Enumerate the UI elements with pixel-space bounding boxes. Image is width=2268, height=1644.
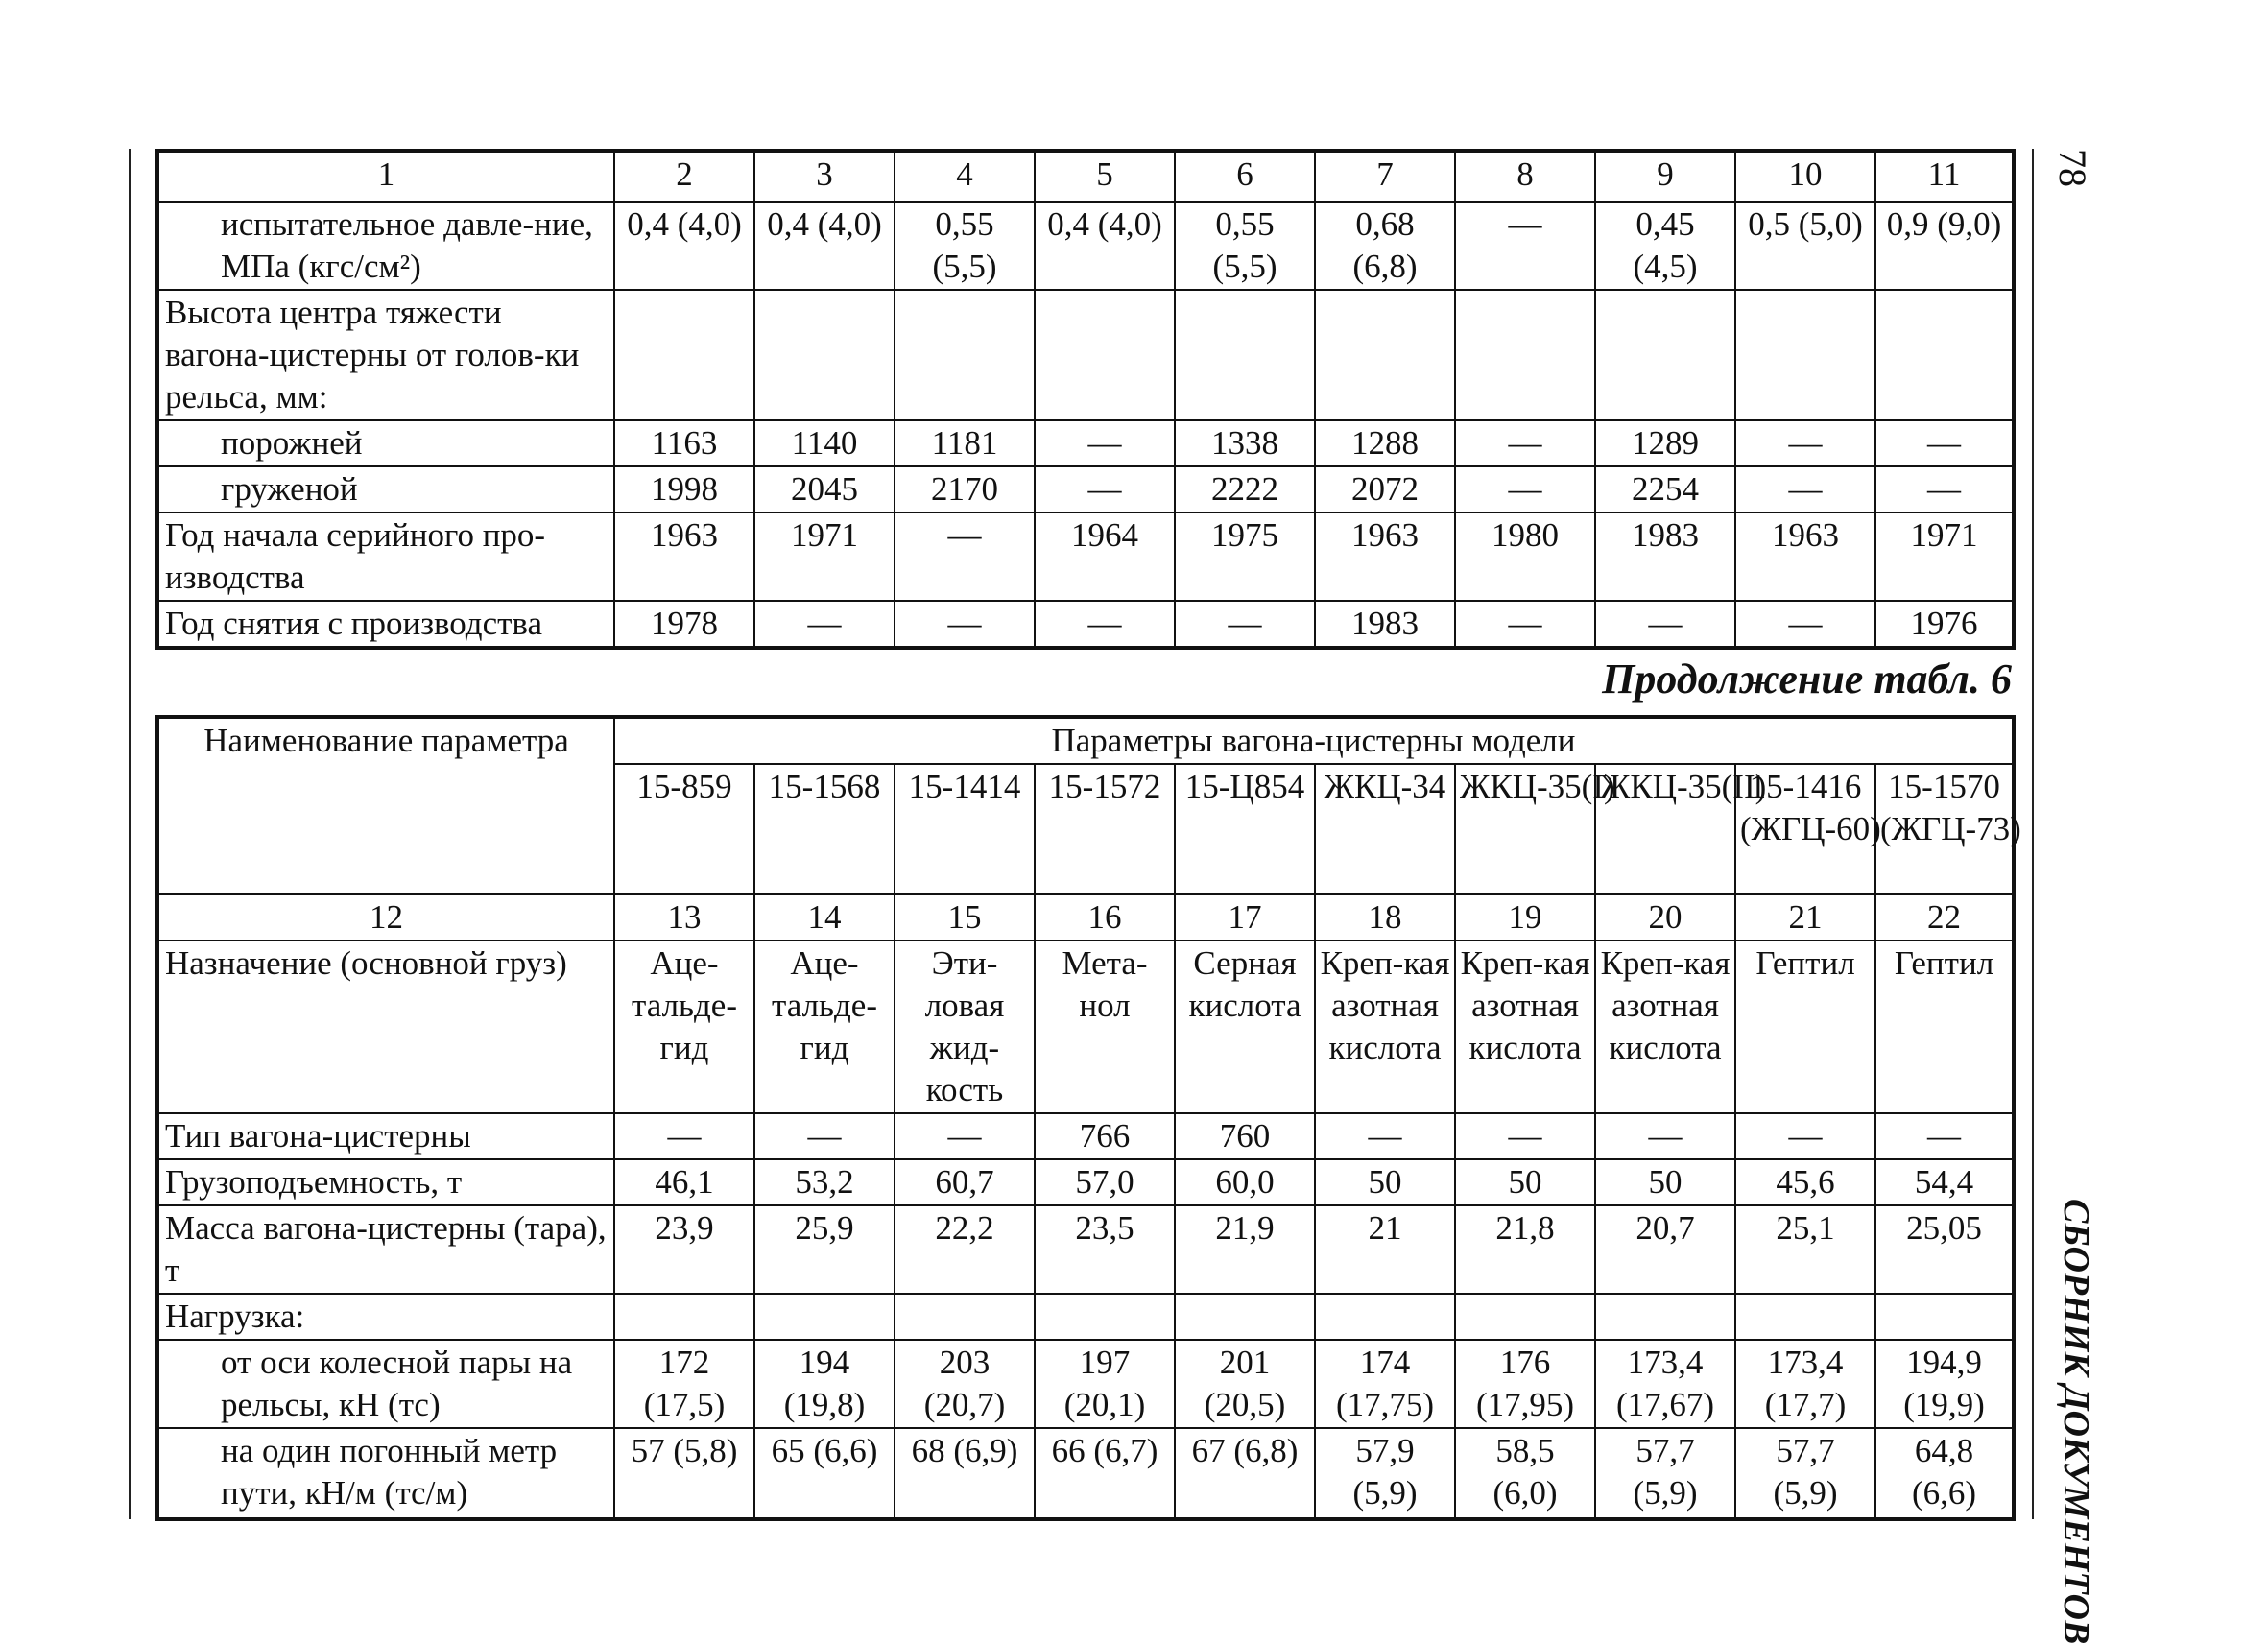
table-cell: 50 — [1315, 1159, 1455, 1205]
table-cell: — — [1875, 420, 2014, 466]
table-cell: 25,1 — [1735, 1205, 1875, 1294]
table-cell: 60,7 — [895, 1159, 1035, 1205]
column-number: 14 — [754, 894, 895, 941]
table-cell: 57,0 — [1035, 1159, 1175, 1205]
table-cell: 1975 — [1175, 512, 1315, 601]
table-cell: 1163 — [614, 420, 754, 466]
column-number: 4 — [895, 151, 1035, 202]
table-row — [157, 1113, 2014, 1159]
table-cell: 0,5 (5,0) — [1735, 202, 1875, 290]
group-header-row — [157, 717, 2014, 764]
table-cell: 0,68 (6,8) — [1315, 202, 1455, 290]
table-cell — [1035, 290, 1175, 420]
table-cell: 172 (17,5) — [614, 1340, 754, 1428]
table-cell: 1140 — [754, 420, 895, 466]
table-cell: 53,2 — [754, 1159, 895, 1205]
table-cell: — — [1035, 601, 1175, 648]
table-cell: 23,9 — [614, 1205, 754, 1294]
table-cell: 1983 — [1315, 601, 1455, 648]
table-cell — [1315, 1294, 1455, 1340]
column-number: 22 — [1875, 894, 2014, 941]
table-cell: 21,9 — [1175, 1205, 1315, 1294]
table-cell: 57,9 (5,9) — [1315, 1428, 1455, 1519]
row-label: Высота центра тяжести вагона-цистерны от голов-ки рельса, мм: — [157, 290, 614, 420]
table-cell: 760 — [1175, 1113, 1315, 1159]
model-header: ЖКЦ-35(I) — [1455, 764, 1595, 894]
table-cell: — — [1455, 466, 1595, 512]
table-cell: 25,9 — [754, 1205, 895, 1294]
table-cell: 0,4 (4,0) — [754, 202, 895, 290]
table-cell: 173,4 (17,7) — [1735, 1340, 1875, 1428]
table-cell: 67 (6,8) — [1175, 1428, 1315, 1519]
table-row — [157, 1428, 2014, 1519]
column-number: 12 — [157, 894, 614, 941]
table-cell: — — [754, 601, 895, 648]
table-cell: 2254 — [1595, 466, 1735, 512]
table-cell: 50 — [1455, 1159, 1595, 1205]
table-cell: — — [1735, 1113, 1875, 1159]
table-cell: Аце-тальде-гид — [754, 941, 895, 1113]
table-cell: 57,7 (5,9) — [1735, 1428, 1875, 1519]
table-row — [157, 512, 2014, 601]
table-cell: 1971 — [754, 512, 895, 601]
model-group-header: Параметры вагона-цистерны модели — [614, 717, 2014, 764]
table-cell: Креп-кая азотная кислота — [1455, 941, 1595, 1113]
column-number: 18 — [1315, 894, 1455, 941]
page-side-margin — [2032, 149, 2099, 1644]
table-cell: — — [1175, 601, 1315, 648]
table-cell: 1338 — [1175, 420, 1315, 466]
table-cell — [754, 290, 895, 420]
row-label: груженой — [157, 466, 614, 512]
table-cell: Мета-нол — [1035, 941, 1175, 1113]
table-cell — [895, 1294, 1035, 1340]
table-cell: — — [1875, 1113, 2014, 1159]
table-row — [157, 1205, 2014, 1294]
table-cell: 173,4 (17,67) — [1595, 1340, 1735, 1428]
table-cell: 54,4 — [1875, 1159, 2014, 1205]
table-cell — [1455, 1294, 1595, 1340]
table-cell: — — [895, 601, 1035, 648]
table-cell: 1181 — [895, 420, 1035, 466]
table-cell: 201 (20,5) — [1175, 1340, 1315, 1428]
table-cell: 45,6 — [1735, 1159, 1875, 1205]
table-cell: 50 — [1595, 1159, 1735, 1205]
table-cell: 2045 — [754, 466, 895, 512]
page-number: 78 — [2051, 149, 2094, 187]
table-cell: 23,5 — [1035, 1205, 1175, 1294]
table-cell: — — [1035, 466, 1175, 512]
table-row — [157, 1159, 2014, 1205]
table-cell: 176 (17,95) — [1455, 1340, 1595, 1428]
table-cell — [1875, 1294, 2014, 1340]
table-cell: 1971 — [1875, 512, 2014, 601]
table-row — [157, 941, 2014, 1113]
table-cell: Креп-кая азотная кислота — [1595, 941, 1735, 1113]
table-cell: 1978 — [614, 601, 754, 648]
table-cell: Гептил — [1735, 941, 1875, 1113]
table-cell: 1963 — [1735, 512, 1875, 601]
column-number: 15 — [895, 894, 1035, 941]
table-cell: 65 (6,6) — [754, 1428, 895, 1519]
table-cell: — — [754, 1113, 895, 1159]
column-number: 6 — [1175, 151, 1315, 202]
row-label: Год начала серийного про-изводства — [157, 512, 614, 601]
row-label: от оси колесной пары на рельсы, кН (тс) — [157, 1340, 614, 1428]
table-cell: Гептил — [1875, 941, 2014, 1113]
table-row — [157, 202, 2014, 290]
table-cell — [754, 1294, 895, 1340]
table-cell: Эти-ловая жид-кость — [895, 941, 1035, 1113]
table-cell: 21,8 — [1455, 1205, 1595, 1294]
table-cell: — — [1875, 466, 2014, 512]
table-cell — [1035, 1294, 1175, 1340]
table-cell: 1289 — [1595, 420, 1735, 466]
table-cell: 203 (20,7) — [895, 1340, 1035, 1428]
table-cell: Серная кислота — [1175, 941, 1315, 1113]
table-cell: 1980 — [1455, 512, 1595, 601]
table-cell: 1963 — [1315, 512, 1455, 601]
table-row — [157, 1294, 2014, 1340]
right-margin-rule — [2032, 149, 2034, 1519]
table-cell: — — [1735, 420, 1875, 466]
table-cell: 68 (6,9) — [895, 1428, 1035, 1519]
table-cell: 1998 — [614, 466, 754, 512]
table-cell: 60,0 — [1175, 1159, 1315, 1205]
column-number: 5 — [1035, 151, 1175, 202]
table-cell: — — [1455, 420, 1595, 466]
table-cell: 22,2 — [895, 1205, 1035, 1294]
model-header: 15-859 — [614, 764, 754, 894]
table-cell: 1963 — [614, 512, 754, 601]
column-number: 1 — [157, 151, 614, 202]
model-header: 15-1568 — [754, 764, 895, 894]
table-cell — [1455, 290, 1595, 420]
row-label: Грузоподъемность, т — [157, 1159, 614, 1205]
table-cell — [895, 290, 1035, 420]
column-number: 16 — [1035, 894, 1175, 941]
column-number: 7 — [1315, 151, 1455, 202]
table-cell: — — [614, 1113, 754, 1159]
table-cell: Креп-кая азотная кислота — [1315, 941, 1455, 1113]
table-row — [157, 290, 2014, 420]
model-header: ЖКЦ-35(II) — [1595, 764, 1735, 894]
row-label: на один погонный метр пути, кН/м (тс/м) — [157, 1428, 614, 1519]
row-label: Назначение (основной груз) — [157, 941, 614, 1113]
row-label: Год снятия с производства — [157, 601, 614, 648]
table-cell: 174 (17,75) — [1315, 1340, 1455, 1428]
row-label: Тип вагона-цистерны — [157, 1113, 614, 1159]
table-cell: 766 — [1035, 1113, 1175, 1159]
model-header: 15-1416 (ЖГЦ-60) — [1735, 764, 1875, 894]
model-header: ЖКЦ-34 — [1315, 764, 1455, 894]
row-label: Нагрузка: — [157, 1294, 614, 1340]
table-cell: 197 (20,1) — [1035, 1340, 1175, 1428]
column-number: 13 — [614, 894, 754, 941]
table-cell — [614, 290, 754, 420]
model-header: 15-1572 — [1035, 764, 1175, 894]
column-number: 17 — [1175, 894, 1315, 941]
table-cell: 0,4 (4,0) — [1035, 202, 1175, 290]
table-cell: 20,7 — [1595, 1205, 1735, 1294]
parameters-table-part1 — [155, 149, 2016, 650]
table-cell: — — [1315, 1113, 1455, 1159]
table-cell: 57 (5,8) — [614, 1428, 754, 1519]
table-cell: — — [895, 1113, 1035, 1159]
table-cell: — — [895, 512, 1035, 601]
table-cell: 194 (19,8) — [754, 1340, 895, 1428]
column-number: 9 — [1595, 151, 1735, 202]
table-cell: — — [1735, 601, 1875, 648]
column-number: 2 — [614, 151, 754, 202]
table-cell: 21 — [1315, 1205, 1455, 1294]
table-cell — [1735, 290, 1875, 420]
table-cell — [1875, 290, 2014, 420]
param-name-header: Наименование параметра — [157, 717, 614, 894]
table-row — [157, 420, 2014, 466]
table-cell: — — [1595, 1113, 1735, 1159]
table-cell: 2170 — [895, 466, 1035, 512]
table-cell: 57,7 (5,9) — [1595, 1428, 1735, 1519]
table-cell: 66 (6,7) — [1035, 1428, 1175, 1519]
table-cell: 1983 — [1595, 512, 1735, 601]
column-number: 3 — [754, 151, 895, 202]
column-number-row — [157, 151, 2014, 202]
model-header: 15-1414 — [895, 764, 1035, 894]
table-cell: 64,8 (6,6) — [1875, 1428, 2014, 1519]
table-cell: — — [1455, 202, 1595, 290]
column-number: 10 — [1735, 151, 1875, 202]
table-cell: 0,4 (4,0) — [614, 202, 754, 290]
table-cell: — — [1455, 1113, 1595, 1159]
table-cell: Аце-тальде-гид — [614, 941, 754, 1113]
table-cell — [1595, 290, 1735, 420]
row-label: испытательное давле-ние, МПа (кгс/см²) — [157, 202, 614, 290]
table-cell: — — [1035, 420, 1175, 466]
table-cell: 1964 — [1035, 512, 1175, 601]
column-number: 11 — [1875, 151, 2014, 202]
table-cell: 1976 — [1875, 601, 2014, 648]
table-cell: 1288 — [1315, 420, 1455, 466]
table-cell — [614, 1294, 754, 1340]
table-cell: 194,9 (19,9) — [1875, 1340, 2014, 1428]
table-cell — [1595, 1294, 1735, 1340]
table-cell: 0,9 (9,0) — [1875, 202, 2014, 290]
table-cell: 0,55 (5,5) — [1175, 202, 1315, 290]
table-cell — [1735, 1294, 1875, 1340]
model-header: 15-Ц854 — [1175, 764, 1315, 894]
column-number: 8 — [1455, 151, 1595, 202]
table-cell: 46,1 — [614, 1159, 754, 1205]
table-cell: 2222 — [1175, 466, 1315, 512]
row-label: порожней — [157, 420, 614, 466]
table-cell — [1315, 290, 1455, 420]
column-number: 20 — [1595, 894, 1735, 941]
model-header: 15-1570 (ЖГЦ-73) — [1875, 764, 2014, 894]
table-cell: 0,45 (4,5) — [1595, 202, 1735, 290]
row-label: Масса вагона-цистерны (тара), т — [157, 1205, 614, 1294]
table-row — [157, 601, 2014, 648]
column-number: 19 — [1455, 894, 1595, 941]
table-cell — [1175, 1294, 1315, 1340]
table-cell: 25,05 — [1875, 1205, 2014, 1294]
table-cell: — — [1735, 466, 1875, 512]
table-cell: — — [1455, 601, 1595, 648]
running-title: СБОРНИК ДОКУМЕНТОВ — [2056, 1199, 2096, 1644]
table-cell: — — [1595, 601, 1735, 648]
table-cell: 0,55 (5,5) — [895, 202, 1035, 290]
table-continuation-caption: Продолжение табл. 6 — [1602, 655, 2012, 703]
left-margin-rule — [129, 149, 131, 1519]
table-cell: 2072 — [1315, 466, 1455, 512]
parameters-table-part2 — [155, 715, 2021, 1521]
column-number-row — [157, 894, 2014, 941]
table-row — [157, 1340, 2014, 1428]
table-cell: 58,5 (6,0) — [1455, 1428, 1595, 1519]
table-cell — [1175, 290, 1315, 420]
column-number: 21 — [1735, 894, 1875, 941]
table-row — [157, 466, 2014, 512]
